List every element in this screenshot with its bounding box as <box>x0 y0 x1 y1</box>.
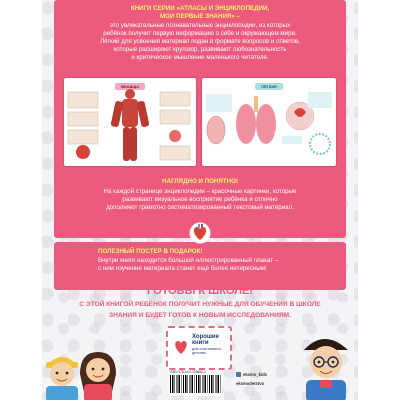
vk-icon <box>236 372 241 377</box>
school-title: ГОТОВЫ К ШКОЛЕ! <box>147 285 253 297</box>
visual-line-1: На каждой странице энциклопедии – красочные картинки, которые <box>103 188 297 195</box>
stamp-line-4: детства <box>192 351 206 356</box>
book-back-cover <box>42 0 358 400</box>
site-handle: eksmodetstvo <box>236 381 265 386</box>
gift-panel <box>54 242 346 290</box>
stamp-line-3: для счастливого <box>192 347 221 351</box>
gift-heading: ПОЛЕЗНЫЙ ПОСТЕР В ПОДАРОК! <box>98 248 203 255</box>
series-heading-1: КНИГИ СЕРИИ «АТЛАСЫ И ЭНЦИКЛОПЕДИИ, <box>130 5 270 12</box>
heart-stamp-icon <box>172 338 190 356</box>
gift-line-2: с ним изучение материала станет ещё более интересным! <box>98 265 267 272</box>
school-line-1: С ЭТОЙ КНИГОЙ РЕБЁНОК ПОЛУЧИТ НУЖНЫЕ ДЛЯ ОБУЧЕНИЯ В ШКОЛЕ <box>79 301 321 308</box>
page-muscles-title: МЫШЦЫ <box>115 83 145 90</box>
isbn-block <box>170 370 222 396</box>
school-line-2: ЗНАНИЯ И БУДЕТ ГОТОВ К НОВЫМ ИССЛЕДОВАНИЯМ. <box>109 312 291 319</box>
boy-with-glasses-illustration <box>292 322 358 400</box>
series-heading-2: МОИ ПЕРВЫЕ ЗНАНИЯ» – <box>160 13 240 20</box>
stamp-text-top <box>192 334 219 347</box>
gift-line-1: Внутри книги находится большой иллюстрированный плакат – <box>98 257 279 264</box>
stamp-line-2: книги <box>192 340 209 347</box>
intro-line-4: которые расширяют кругозор, развивают любознательность <box>113 46 287 53</box>
barcode <box>170 375 222 393</box>
book-spread-preview <box>64 78 336 166</box>
vk-handle: eksmo_kids <box>243 372 267 377</box>
quality-stamp <box>166 326 232 370</box>
stamp-line-1: Хорошие <box>192 334 219 340</box>
isbn-number: ISBN 978-5-04-155665-4 <box>170 370 206 374</box>
page-muscles <box>64 78 196 166</box>
anatomical-heart-icon <box>189 222 211 244</box>
social-site[interactable] <box>236 381 264 386</box>
visual-heading: НАГЛЯДНО И ПОНЯТНО! <box>162 178 238 185</box>
visual-line-2: развивают визуальное восприятие ребёнка и отлично <box>122 196 278 203</box>
muscle-body-illustration <box>64 78 196 166</box>
kids-illustration <box>42 312 142 400</box>
visual-line-3: дополняют грамотно систематизированный текстовый материал. <box>106 204 294 211</box>
intro-line-1: это увлекательные познавательные энциклопедии, из которых <box>109 22 291 29</box>
social-vk[interactable] <box>236 372 267 377</box>
intro-line-5: и критическое мышление маленького читателя. <box>131 54 269 61</box>
page-lungs <box>202 78 336 166</box>
page-lungs-title: ЛЁГКИЕ <box>255 83 283 90</box>
intro-line-3: Лёгкий для усвоения материал подан в формате вопросов и ответов, <box>100 38 300 45</box>
intro-line-2: ребёнок получит первую информацию о себе и окружающем мире. <box>103 30 297 37</box>
stamp-text-bottom <box>192 347 221 356</box>
lungs-illustration <box>202 78 336 166</box>
